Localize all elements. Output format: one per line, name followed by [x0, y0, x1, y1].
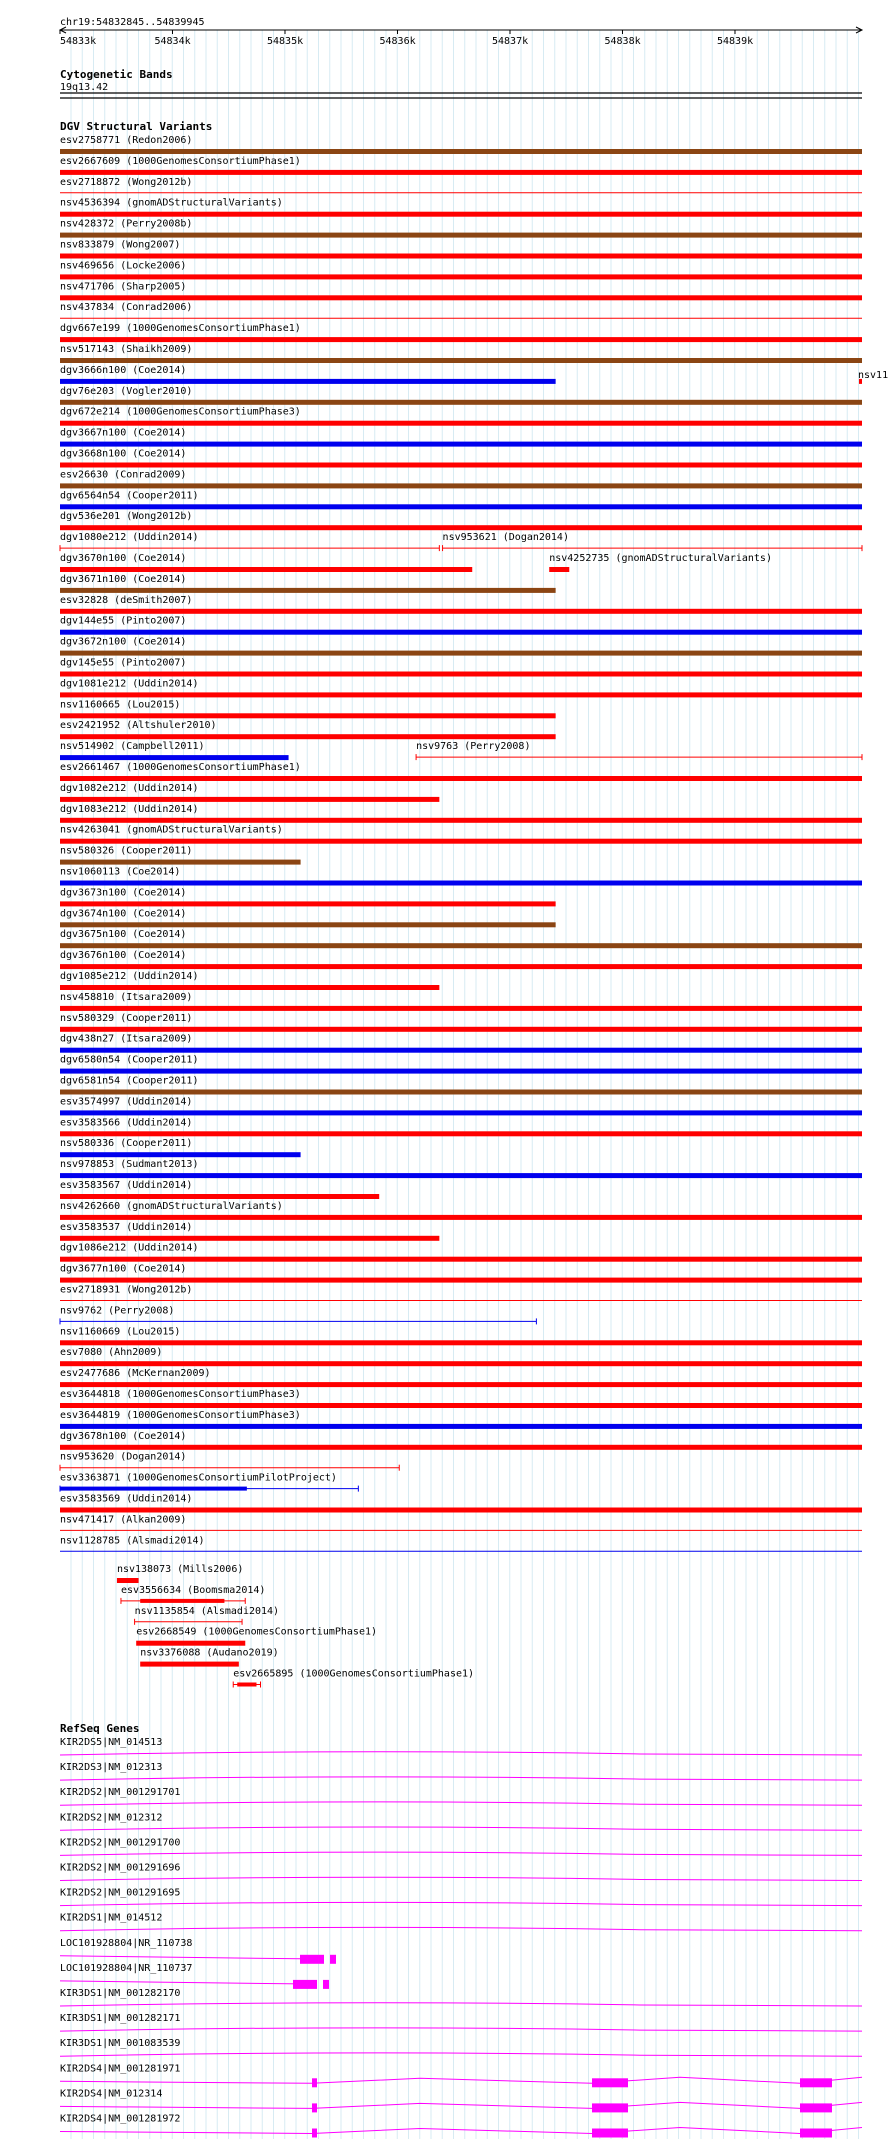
dgv-feature-label: dgv1081e212 (Uddin2014) — [60, 678, 199, 690]
dgv-row — [60, 469, 862, 488]
dgv-row — [60, 302, 862, 318]
refseq-gene-row — [60, 2013, 862, 2031]
dgv-feature-bar[interactable] — [60, 1048, 862, 1053]
dgv-row — [60, 449, 862, 468]
refseq-gene-label: KIR3DS1|NM_001083539 — [60, 2038, 181, 2050]
refseq-exon — [300, 1955, 324, 1964]
refseq-intron-line[interactable] — [60, 2053, 862, 2056]
dgv-row — [60, 1368, 862, 1387]
dgv-feature-label: esv2665895 (1000GenomesConsortiumPhase1) — [233, 1668, 475, 1680]
refseq-gene-row — [60, 1737, 862, 1755]
dgv-row — [117, 1564, 243, 1583]
dgv-feature-bar[interactable] — [60, 421, 862, 426]
cytoband-label: 19q13.42 — [60, 82, 109, 93]
refseq-gene-row — [60, 1888, 862, 1906]
dgv-row — [135, 1606, 280, 1625]
refseq-gene-label: LOC101928804|NR_110738 — [60, 1937, 193, 1949]
dgv-feature-label: nsv1160669 (Lou2015) — [60, 1326, 181, 1338]
dgv-feature-bar[interactable] — [60, 525, 862, 530]
refseq-track — [60, 1722, 862, 2138]
dgv-feature-label: nsv9762 (Perry2008) — [60, 1305, 175, 1317]
dgv-feature-label: dgv3675n100 (Coe2014) — [60, 929, 187, 941]
dgv-row — [60, 1180, 379, 1199]
dgv-feature-bar[interactable] — [136, 1641, 245, 1646]
dgv-feature-label: nsv953620 (Dogan2014) — [60, 1451, 187, 1463]
dgv-feature-bar[interactable] — [60, 442, 862, 447]
refseq-gene-label: KIR2DS4|NM_012314 — [60, 2088, 163, 2100]
dgv-row — [60, 553, 772, 572]
dgv-feature-label: nsv514902 (Campbell2011) — [60, 741, 205, 753]
dgv-feature-label: esv3556634 (Boomsma2014) — [120, 1584, 266, 1596]
refseq-intron-line[interactable] — [60, 1981, 300, 1984]
refseq-intron-line[interactable] — [60, 2077, 862, 2083]
dgv-feature-label: dgv1086e212 (Uddin2014) — [60, 1242, 199, 1254]
dgv-feature-label: dgv145e55 (Pinto2007) — [60, 657, 187, 669]
dgv-feature-bar[interactable] — [60, 212, 862, 217]
dgv-feature-bar[interactable] — [117, 1578, 139, 1583]
dgv-row — [60, 407, 862, 426]
dgv-feature-bar[interactable] — [60, 1340, 862, 1345]
dgv-feature-label: dgv3677n100 (Coe2014) — [60, 1263, 187, 1275]
dgv-feature-bar[interactable] — [60, 1027, 862, 1032]
dgv-feature-bar[interactable] — [60, 1090, 862, 1095]
refseq-gene-label: KIR2DS2|NM_001291700 — [60, 1837, 181, 1849]
dgv-row — [60, 1431, 862, 1450]
dgv-row — [60, 386, 862, 405]
dgv-row — [60, 490, 862, 509]
dgv-feature-label: esv2668549 (1000GenomesConsortiumPhase1) — [136, 1626, 378, 1638]
dgv-feature-label: esv3583567 (Uddin2014) — [60, 1180, 193, 1191]
dgv-feature-label: esv2661467 (1000GenomesConsortiumPhase1) — [60, 762, 301, 773]
dgv-feature-label: esv2477686 (McKernan2009) — [60, 1368, 211, 1380]
refseq-intron-line[interactable] — [60, 1956, 300, 1959]
cytoband-title: Cytogenetic Bands — [60, 68, 173, 81]
dgv-row — [60, 1347, 862, 1366]
dgv-feature-bar[interactable] — [60, 1403, 862, 1408]
refseq-exon — [323, 1980, 329, 1989]
dgv-row — [60, 1535, 862, 1551]
dgv-feature-label: dgv1082e212 (Uddin2014) — [60, 782, 199, 794]
dgv-feature-bar[interactable] — [60, 818, 862, 823]
dgv-feature-label: nsv4262660 (gnomADStructuralVariants) — [60, 1200, 283, 1212]
refseq-intron-line[interactable] — [60, 1877, 862, 1880]
dgv-feature-label: nsv833879 (Wong2007) — [60, 239, 181, 251]
dgv-feature-bar[interactable] — [60, 504, 862, 509]
dgv-feature-label: esv3574997 (Uddin2014) — [60, 1096, 193, 1108]
dgv-row — [60, 1201, 862, 1220]
dgv-feature-bar[interactable] — [60, 734, 556, 739]
dgv-feature-label: nsv4252735 (gnomADStructuralVariants) — [549, 553, 772, 564]
dgv-feature-bar[interactable] — [60, 588, 556, 593]
refseq-intron-line[interactable] — [60, 1852, 862, 1855]
dgv-row — [140, 1648, 278, 1667]
ruler-track — [60, 17, 862, 47]
region-label: chr19:54832845..54839945 — [60, 17, 205, 28]
dgv-feature-bar[interactable] — [60, 1173, 862, 1178]
dgv-row — [60, 741, 862, 760]
dgv-feature-bar[interactable] — [549, 567, 569, 572]
ruler-tick-label: 54835k — [267, 36, 304, 47]
dgv-row — [60, 1473, 358, 1492]
dgv-feature-bar[interactable] — [60, 149, 862, 154]
dgv-row — [60, 929, 862, 948]
dgv-feature-bar[interactable] — [60, 651, 862, 656]
dgv-feature-bar[interactable] — [60, 609, 862, 614]
refseq-intron-line[interactable] — [60, 2003, 862, 2006]
dgv-row — [60, 1410, 862, 1429]
dgv-feature-label: nsv580326 (Cooper2011) — [60, 845, 193, 857]
dgv-feature-label: esv3363871 (1000GenomesConsortiumPilotProject) — [60, 1472, 337, 1484]
dgv-feature-bar[interactable] — [60, 1445, 862, 1450]
dgv-feature-label: dgv3670n100 (Coe2014) — [60, 553, 187, 564]
dgv-row — [60, 574, 556, 593]
dgv-row — [60, 219, 862, 238]
refseq-exon — [592, 2129, 628, 2138]
dgv-feature-label: dgv3672n100 (Coe2014) — [60, 636, 187, 648]
dgv-feature-bar[interactable] — [60, 358, 862, 363]
dgv-feature-label: esv2421952 (Altshuler2010) — [60, 720, 217, 732]
refseq-exon — [800, 2078, 832, 2087]
dgv-feature-label: dgv3667n100 (Coe2014) — [60, 427, 187, 439]
dgv-feature-label: dgv3674n100 (Coe2014) — [60, 908, 187, 920]
dgv-row — [60, 992, 862, 1011]
refseq-gene-row — [60, 2063, 862, 2087]
refseq-gene-row — [60, 1787, 862, 1805]
dgv-row — [60, 658, 862, 677]
dgv-feature-label: dgv6581n54 (Cooper2011) — [60, 1075, 199, 1087]
dgv-feature-label: nsv471417 (Alkan2009) — [60, 1514, 187, 1526]
dgv-row — [60, 971, 439, 990]
dgv-feature-bar[interactable] — [60, 860, 301, 865]
dgv-feature-bar[interactable] — [60, 254, 862, 259]
dgv-row — [60, 1243, 862, 1262]
refseq-gene-label: KIR3DS1|NM_001282171 — [60, 2013, 181, 2025]
dgv-feature-label: nsv458810 (Itsara2009) — [60, 991, 193, 1003]
dgv-row — [60, 720, 556, 739]
dgv-row — [60, 1285, 862, 1301]
dgv-row — [60, 1222, 439, 1241]
dgv-feature-label: dgv6580n54 (Cooper2011) — [60, 1054, 199, 1066]
dgv-feature-rows — [60, 135, 862, 1688]
dgv-row — [60, 762, 862, 781]
dgv-feature-label: esv3583569 (Uddin2014) — [60, 1493, 193, 1505]
dgv-feature-label: dgv3673n100 (Coe2014) — [60, 887, 187, 899]
refseq-intron-line[interactable] — [60, 2028, 862, 2031]
refseq-gene-label: KIR2DS1|NM_014512 — [60, 1912, 163, 1924]
dgv-feature-bar[interactable] — [140, 1662, 239, 1667]
dgv-row — [60, 825, 862, 844]
refseq-intron-line[interactable] — [60, 1827, 862, 1830]
ruler-tick-label: 54839k — [717, 36, 754, 47]
dgv-feature-label: nsv4536394 (gnomADStructuralVariants) — [60, 197, 283, 209]
dgv-feature-label: nsv517143 (Shaikh2009) — [60, 344, 193, 355]
dgv-feature-label: nsv3376088 (Audano2019) — [140, 1647, 279, 1659]
dgv-feature-label: nsv1160665 (Lou2015) — [60, 699, 181, 711]
dgv-feature-label: nsv1128785 (Alsmadi2014) — [60, 1535, 205, 1547]
dgv-row — [60, 198, 862, 217]
dgv-feature-bar[interactable] — [60, 672, 862, 677]
dgv-row — [60, 1034, 862, 1053]
dgv-feature-bar[interactable] — [60, 337, 862, 342]
dgv-feature-bar[interactable] — [60, 1508, 862, 1513]
refseq-gene-row — [60, 1863, 862, 1881]
ruler-tick-label: 54838k — [604, 36, 641, 47]
dgv-feature-bar[interactable] — [60, 797, 439, 802]
refseq-gene-row — [60, 1913, 862, 1931]
dgv-row — [60, 637, 862, 656]
dgv-row — [60, 908, 556, 927]
refseq-gene-row — [60, 1762, 862, 1780]
dgv-row — [60, 281, 862, 300]
dgv-feature-bar[interactable] — [60, 1424, 862, 1429]
ruler-tick-label: 54833k — [60, 36, 97, 47]
dgv-feature-label: dgv667e199 (1000GenomesConsortiumPhase1) — [60, 323, 301, 335]
dgv-feature-label: nsv580336 (Cooper2011) — [60, 1138, 193, 1150]
dgv-row — [60, 699, 556, 718]
dgv-row — [60, 511, 862, 530]
dgv-feature-label: esv3644818 (1000GenomesConsortiumPhase3) — [60, 1389, 301, 1400]
dgv-feature-core — [60, 1487, 247, 1491]
refseq-intron-line[interactable] — [60, 1777, 862, 1780]
refseq-gene-label: KIR2DS2|NM_001291696 — [60, 1862, 181, 1874]
dgv-row — [60, 428, 862, 447]
dgv-feature-bar[interactable] — [60, 567, 472, 572]
refseq-gene-label: KIR2DS4|NM_001281971 — [60, 2063, 181, 2075]
dgv-feature-bar[interactable] — [60, 170, 862, 175]
dgv-row — [60, 1117, 862, 1136]
dgv-feature-label: dgv438n27 (Itsara2009) — [60, 1033, 193, 1045]
dgv-row — [60, 1514, 862, 1530]
refseq-exon — [800, 2103, 832, 2112]
dgv-feature-bar[interactable] — [60, 839, 862, 844]
dgv-row — [60, 783, 439, 802]
dgv-row — [60, 867, 862, 886]
dgv-feature-label: nsv437834 (Conrad2006) — [60, 302, 193, 314]
dgv-feature-bar[interactable] — [60, 463, 862, 468]
dgv-feature-bar[interactable] — [60, 1110, 862, 1115]
refseq-gene-label: KIR3DS1|NM_001282170 — [60, 1988, 181, 1999]
refseq-exon — [800, 2129, 832, 2138]
refseq-exon — [312, 2129, 317, 2138]
dgv-row — [60, 950, 862, 969]
dgv-row — [60, 177, 862, 193]
refseq-intron-line[interactable] — [60, 1752, 862, 1755]
dgv-feature-label: esv3583537 (Uddin2014) — [60, 1221, 193, 1233]
refseq-gene-row — [60, 1812, 862, 1830]
dgv-feature-label: dgv3671n100 (Coe2014) — [60, 573, 187, 585]
dgv-feature-label: dgv6564n54 (Cooper2011) — [60, 490, 199, 502]
dgv-row — [60, 804, 862, 823]
dgv-row — [60, 1159, 862, 1178]
dgv-row — [60, 1096, 862, 1115]
dgv-feature-label: nsv953621 (Dogan2014) — [442, 532, 569, 544]
dgv-feature-bar[interactable] — [60, 233, 862, 238]
dgv-feature-label: dgv1080e212 (Uddin2014) — [60, 532, 199, 544]
refseq-intron-line[interactable] — [60, 2128, 862, 2134]
refseq-gene-label: KIR2DS2|NM_001291701 — [60, 1787, 181, 1799]
dgv-feature-bar[interactable] — [60, 1382, 862, 1387]
dgv-feature-label: nsv978853 (Sudmant2013) — [60, 1159, 199, 1171]
refseq-intron-line[interactable] — [60, 1902, 862, 1905]
dgv-row — [60, 240, 862, 259]
dgv-feature-label: esv26630 (Conrad2009) — [60, 469, 187, 481]
dgv-feature-bar[interactable] — [60, 985, 439, 990]
dgv-feature-label: dgv3668n100 (Coe2014) — [60, 448, 187, 460]
refseq-gene-row — [60, 1988, 862, 2006]
refseq-exon — [592, 2078, 628, 2087]
refseq-gene-row — [60, 1837, 862, 1855]
refseq-gene-label: KIR2DS2|NM_012312 — [60, 1812, 163, 1824]
refseq-gene-rows — [60, 1737, 862, 2138]
refseq-intron-line[interactable] — [60, 1802, 862, 1805]
dgv-feature-bar[interactable] — [60, 1131, 862, 1136]
dgv-row — [60, 1055, 862, 1074]
dgv-row — [60, 365, 556, 384]
dgv-feature-label: dgv3676n100 (Coe2014) — [60, 950, 187, 962]
dgv-feature-bar[interactable] — [60, 1361, 862, 1366]
dgv-feature-bar[interactable] — [60, 901, 556, 906]
dgv-row — [60, 1389, 862, 1408]
dgv-feature-label: dgv536e201 (Wong2012b) — [60, 511, 193, 523]
dgv-feature-bar[interactable] — [60, 1194, 379, 1199]
dgv-feature-bar[interactable] — [60, 274, 862, 279]
ruler-tick-label: 54836k — [379, 36, 416, 47]
dgv-track — [60, 120, 888, 1688]
dgv-row — [60, 260, 862, 279]
dgv-row — [121, 1585, 266, 1604]
dgv-feature-label: esv2718872 (Wong2012b) — [60, 176, 193, 188]
dgv-row — [60, 846, 301, 865]
dgv-feature-bar[interactable] — [60, 943, 862, 948]
dgv-row — [60, 616, 862, 635]
dgv-feature-label: esv2667609 (1000GenomesConsortiumPhase1) — [60, 155, 301, 167]
refseq-exon — [312, 2078, 317, 2087]
dgv-feature-label: dgv76e203 (Vogler2010) — [60, 385, 193, 397]
dgv-feature-label: dgv3666n100 (Coe2014) — [60, 364, 187, 376]
dgv-feature-bar[interactable] — [60, 776, 862, 781]
dgv-feature-label: esv7080 (Ahn2009) — [60, 1347, 163, 1359]
dgv-feature-core — [140, 1599, 224, 1603]
refseq-gene-label: KIR2DS4|NM_001281972 — [60, 2113, 181, 2125]
refseq-gene-row — [60, 2038, 862, 2056]
dgv-feature-bar[interactable] — [60, 755, 289, 760]
ruler-tick-label: 54834k — [154, 36, 191, 47]
dgv-feature-label: nsv428372 (Perry2008b) — [60, 218, 193, 230]
dgv-feature-label: esv2758771 (Redon2006) — [60, 135, 193, 146]
dgv-feature-bar[interactable] — [60, 881, 862, 886]
refseq-gene-label: KIR2DS2|NM_001291695 — [60, 1887, 181, 1899]
dgv-feature-label: nsv469656 (Locke2006) — [60, 260, 187, 272]
dgv-row — [60, 135, 862, 154]
dgv-row — [60, 1013, 862, 1032]
dgv-feature-bar[interactable] — [60, 713, 556, 718]
dgv-row — [60, 323, 862, 342]
dgv-row — [60, 1264, 862, 1283]
dgv-feature-bar[interactable] — [60, 1069, 862, 1074]
dgv-feature-label: nsv1135854 (Alsmadi2014) — [134, 1605, 280, 1617]
dgv-feature-bar[interactable] — [60, 379, 556, 384]
dgv-feature-bar[interactable] — [60, 400, 862, 405]
dgv-feature-bar[interactable] — [60, 1006, 862, 1011]
dgv-feature-label: nsv580329 (Cooper2011) — [60, 1012, 193, 1024]
dgv-feature-bar[interactable] — [60, 483, 862, 488]
dgv-row — [60, 678, 862, 697]
dgv-row — [233, 1669, 474, 1688]
refseq-exon — [293, 1980, 317, 1989]
refseq-gene-row — [60, 2088, 862, 2112]
dgv-feature-bar[interactable] — [60, 692, 862, 697]
refseq-exon — [592, 2103, 628, 2112]
refseq-intron-line[interactable] — [60, 2102, 862, 2108]
dgv-feature-bar[interactable] — [60, 922, 556, 927]
dgv-feature-label: nsv4263041 (gnomADStructuralVariants) — [60, 824, 283, 836]
refseq-gene-row — [60, 2114, 862, 2138]
dgv-feature-label: nsv138073 (Mills2006) — [116, 1564, 244, 1575]
dgv-feature-core — [237, 1683, 256, 1687]
dgv-feature-bar[interactable] — [60, 1278, 862, 1283]
refseq-exon — [312, 2103, 317, 2112]
dgv-feature-bar[interactable] — [60, 295, 862, 300]
dgv-edge-label: nsv11 — [858, 369, 889, 381]
dgv-feature-bar[interactable] — [60, 1236, 439, 1241]
refseq-gene-label: KIR2DS5|NM_014513 — [60, 1737, 163, 1748]
dgv-feature-label: dgv3678n100 (Coe2014) — [60, 1430, 187, 1442]
dgv-feature-bar[interactable] — [60, 964, 862, 969]
refseq-gene-row — [60, 1938, 336, 1964]
dgv-feature-label: dgv144e55 (Pinto2007) — [60, 615, 187, 627]
dgv-row — [60, 1138, 301, 1157]
dgv-feature-label: nsv1060113 (Coe2014) — [60, 866, 181, 878]
dgv-row — [60, 1494, 862, 1513]
dgv-row — [60, 887, 556, 906]
ruler-tick-label: 54837k — [492, 36, 529, 47]
refseq-gene-label: LOC101928804|NR_110737 — [60, 1962, 193, 1974]
refseq-intron-line[interactable] — [60, 1927, 862, 1930]
dgv-feature-label: dgv672e214 (1000GenomesConsortiumPhase3) — [60, 406, 301, 418]
dgv-feature-bar[interactable] — [60, 1152, 301, 1157]
dgv-feature-label: esv2718931 (Wong2012b) — [60, 1284, 193, 1296]
dgv-feature-bar[interactable] — [60, 630, 862, 635]
dgv-row — [60, 532, 862, 551]
dgv-feature-bar[interactable] — [60, 1215, 862, 1220]
dgv-row — [60, 595, 862, 614]
refseq-exon — [330, 1955, 336, 1964]
dgv-feature-label: esv3644819 (1000GenomesConsortiumPhase3) — [60, 1409, 301, 1421]
refseq-title: RefSeq Genes — [60, 1722, 140, 1735]
dgv-feature-label: dgv1085e212 (Uddin2014) — [60, 971, 199, 982]
dgv-feature-label: esv32828 (deSmith2007) — [60, 594, 193, 606]
dgv-row — [60, 344, 862, 363]
dgv-row — [60, 1076, 862, 1095]
dgv-row — [60, 1326, 862, 1345]
dgv-feature-bar[interactable] — [60, 1257, 862, 1262]
cytoband-track — [60, 68, 862, 98]
dgv-feature-label: nsv471706 (Sharp2005) — [60, 281, 187, 293]
dgv-title: DGV Structural Variants — [60, 120, 213, 133]
dgv-feature-label: dgv1083e212 (Uddin2014) — [60, 803, 199, 815]
dgv-row — [60, 156, 862, 175]
ruler-ticks — [60, 27, 862, 47]
dgv-row — [60, 1452, 399, 1471]
dgv-feature-label: nsv9763 (Perry2008) — [416, 741, 531, 753]
dgv-feature-label: esv3583566 (Uddin2014) — [60, 1117, 193, 1129]
refseq-gene-label: KIR2DS3|NM_012313 — [60, 1762, 163, 1774]
